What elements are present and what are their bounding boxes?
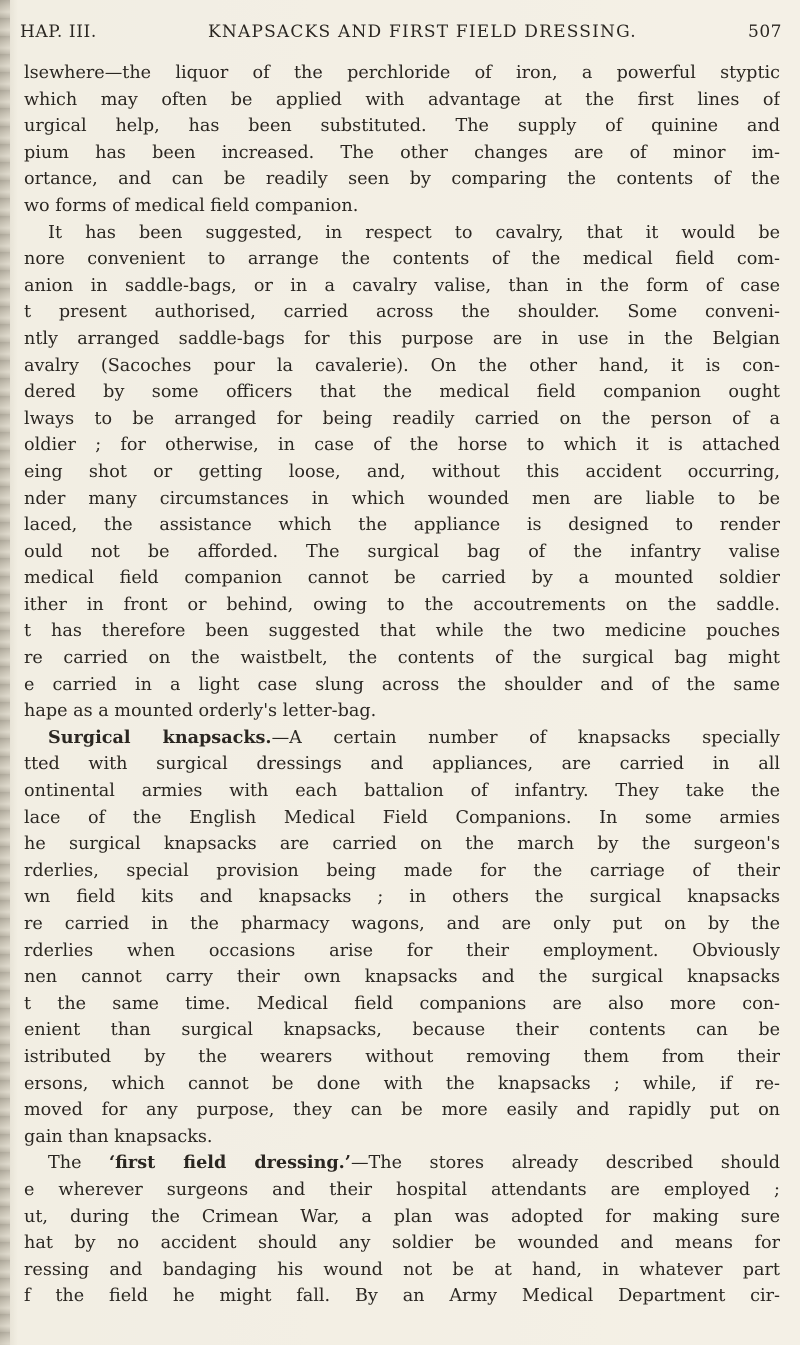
text-line: [24, 1283, 780, 1310]
line-text: nen cannot carry their own knapsacks and the surgical knapsacks: [24, 967, 780, 988]
text-line: [24, 113, 780, 140]
line-text: ersons, which cannot be done with the knapsacks ; while, if re-: [24, 1073, 780, 1094]
line-text: istributed by the wearers without removing them from their: [24, 1046, 780, 1067]
line-text: lace of the English Medical Field Companions. In some armies: [24, 807, 780, 828]
line-text: lsewhere—the liquor of the perchloride of iron, a powerful styptic: [24, 63, 780, 83]
text-line: [24, 725, 780, 752]
text-line: [24, 459, 780, 486]
text-line: [24, 193, 780, 220]
section-heading: Surgical knapsacks.: [48, 726, 272, 748]
line-text: nder many circumstances in which wounded men are liable to be: [24, 488, 780, 509]
line-text: t the same time. Medical field companions are also more con-: [24, 993, 780, 1014]
text-line: [24, 246, 780, 273]
text-line: [24, 299, 780, 326]
line-text: ould not be afforded. The surgical bag of the infantry valise: [24, 541, 780, 562]
text-line: [24, 938, 780, 965]
text-line: [24, 512, 780, 539]
line-text: ontinental armies with each battalion of infantry. They take the: [24, 781, 780, 802]
line-text: —The stores already described should: [350, 1153, 780, 1174]
text-line: [24, 432, 780, 459]
line-text: t has therefore been suggested that while the two medicine pouches: [24, 621, 780, 642]
line-text: nore convenient to arrange the contents of the medical field com-: [24, 249, 780, 270]
text-line: [24, 353, 780, 380]
line-text: lways to be arranged for being readily carried on the person of a: [24, 408, 780, 429]
text-line: [24, 87, 780, 114]
line-text: enient than surgical knapsacks, because their contents can be: [24, 1020, 780, 1041]
text-line: [24, 911, 780, 938]
text-line: [24, 406, 780, 433]
text-line: [24, 884, 780, 911]
text-line: [24, 645, 780, 672]
line-text: anion in saddle-bags, or in a cavalry valise, than in the form of case: [24, 275, 780, 296]
line-text: e carried in a light case slung across the shoulder and of the same: [24, 674, 780, 695]
text-line: [24, 166, 780, 193]
line-text: ntly arranged saddle-bags for this purpose are in use in the Belgian: [24, 328, 780, 349]
text-line: [24, 1257, 780, 1284]
text-line: [24, 140, 780, 167]
line-text: wo forms of medical field companion.: [24, 195, 359, 216]
text-line: [24, 1150, 780, 1177]
line-text: ither in front or behind, owing to the accoutrements on the saddle.: [24, 594, 780, 615]
text-line: [24, 1097, 780, 1124]
line-text: laced, the assistance which the appliance is designed to render: [24, 515, 780, 536]
text-line: [24, 1204, 780, 1231]
text-line: [24, 326, 780, 353]
running-title: KNAPSACKS AND FIRST FIELD DRESSING.: [208, 22, 637, 42]
line-text: pium has been increased. The other changes are of minor im-: [24, 142, 780, 163]
text-line: [24, 486, 780, 513]
text-line: [24, 379, 780, 406]
text-line: [24, 1071, 780, 1098]
line-text: he surgical knapsacks are carried on the march by the surgeon's: [24, 834, 780, 855]
text-line: [24, 1177, 780, 1204]
line-text: rderlies, special provision being made for the carriage of their: [24, 860, 780, 881]
line-text: hat by no accident should any soldier be wounded and means for: [24, 1233, 780, 1254]
line-text: tted with surgical dressings and appliances, are carried in all: [24, 754, 780, 775]
line-prefix: The: [48, 1153, 110, 1174]
body-text: [24, 60, 780, 1310]
line-text: e wherever surgeons and their hospital attendants are employed ;: [24, 1179, 780, 1200]
line-text: ressing and bandaging his wound not be at hand, in whatever part: [24, 1259, 780, 1280]
text-line: [24, 565, 780, 592]
running-head: [20, 22, 782, 52]
line-text: moved for any purpose, they can be more easily and rapidly put on: [24, 1100, 780, 1121]
text-line: [24, 698, 780, 725]
line-text: rderlies when occasions arise for their employment. Obviously: [24, 940, 780, 961]
text-line: [24, 991, 780, 1018]
text-line: [24, 751, 780, 778]
text-line: [24, 592, 780, 619]
line-text: t present authorised, carried across the shoulder. Some conveni-: [24, 302, 780, 323]
text-line: [24, 60, 780, 87]
text-line: [24, 1124, 780, 1151]
text-line: [24, 964, 780, 991]
text-line: [24, 805, 780, 832]
page-number: 507: [748, 22, 782, 42]
line-text: eing shot or getting loose, and, without this accident occurring,: [24, 461, 780, 482]
text-line: [24, 539, 780, 566]
line-text: f the field he might fall. By an Army Medical Department cir-: [24, 1286, 780, 1307]
text-line: [24, 273, 780, 300]
line-text: which may often be applied with advantage at the first lines of: [24, 89, 780, 110]
line-text: ortance, and can be readily seen by comparing the contents of the: [24, 169, 780, 190]
text-line: [24, 1230, 780, 1257]
section-heading: ‘first field dressing.’: [109, 1152, 351, 1174]
line-text: wn field kits and knapsacks ; in others the surgical knapsacks: [24, 887, 780, 908]
line-text: It has been suggested, in respect to cavalry, that it would be: [48, 222, 780, 243]
text-line: [24, 831, 780, 858]
text-line: [24, 672, 780, 699]
text-line: [24, 1044, 780, 1071]
text-line: [24, 1017, 780, 1044]
line-text: dered by some officers that the medical field companion ought: [24, 382, 780, 403]
line-text: re carried on the waistbelt, the contents of the surgical bag might: [24, 648, 780, 669]
text-line: [24, 220, 780, 247]
line-text: avalry (Sacoches pour la cavalerie). On the other hand, it is con-: [24, 355, 780, 376]
line-text: ut, during the Crimean War, a plan was adopted for making sure: [24, 1206, 780, 1227]
line-text: oldier ; for otherwise, in case of the horse to which it is attached: [24, 435, 780, 456]
line-text: hape as a mounted orderly's letter-bag.: [24, 701, 377, 722]
binding-gutter: [0, 0, 10, 1345]
line-text: medical field companion cannot be carried by a mounted soldier: [24, 568, 780, 589]
text-line: [24, 618, 780, 645]
line-text: gain than knapsacks.: [24, 1126, 213, 1147]
text-line: [24, 858, 780, 885]
line-text: re carried in the pharmacy wagons, and are only put on by the: [24, 914, 780, 934]
line-text: urgical help, has been substituted. The supply of quinine and: [24, 116, 780, 137]
line-text: —A certain number of knapsacks specially: [271, 727, 780, 748]
text-line: [24, 778, 780, 805]
chapter-label: HAP. III.: [20, 22, 97, 42]
